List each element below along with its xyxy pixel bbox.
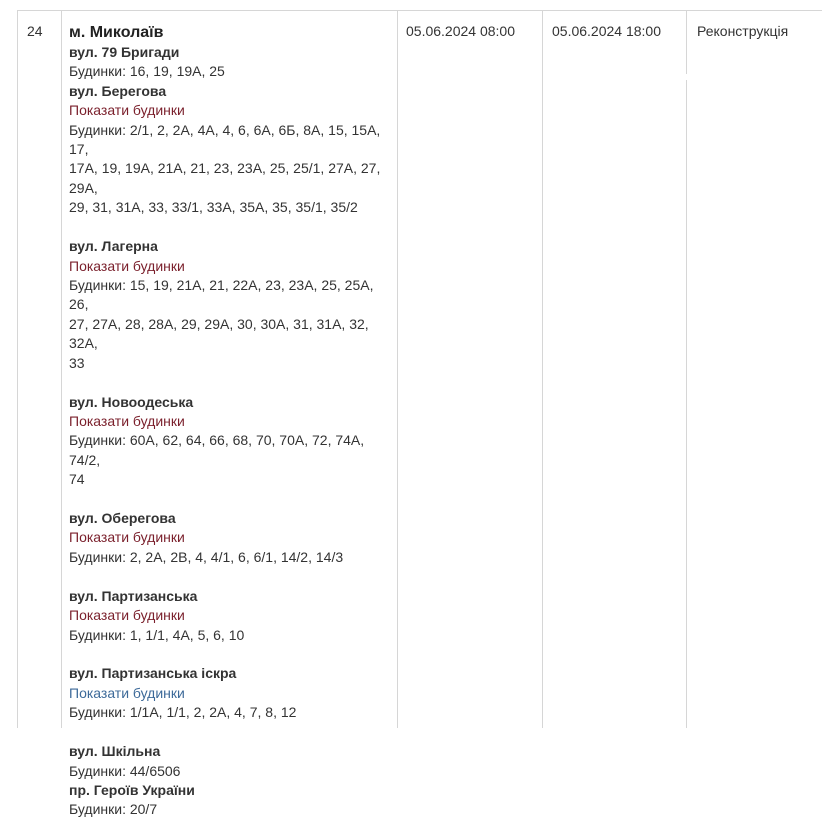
houses-list: Будинки: 20/7 bbox=[69, 801, 158, 818]
column-divider bbox=[542, 10, 543, 728]
spacer bbox=[69, 645, 391, 665]
show-houses-link[interactable]: Показати будинки bbox=[69, 607, 185, 624]
street-block bbox=[69, 781, 391, 820]
houses-line: 33 bbox=[69, 354, 85, 371]
street-block bbox=[69, 393, 391, 490]
houses-line: 27, 27А, 28, 28А, 29, 29А, 30, 30А, 31, 31А, 32, 32А, bbox=[69, 315, 369, 352]
houses-list: Будинки: 16, 19, 19А, 25 bbox=[69, 63, 225, 80]
street-block bbox=[69, 43, 391, 82]
table-top-border bbox=[17, 10, 822, 11]
street-name: вул. Берегова bbox=[69, 82, 167, 99]
street-block bbox=[69, 742, 391, 781]
column-divider bbox=[61, 10, 62, 728]
houses-line: Будинки: 15, 19, 21А, 21, 22А, 23, 23А, 25, 25А, 26, bbox=[69, 276, 374, 313]
houses-list: Будинки: 2, 2А, 2В, 4, 4/1, 6, 6/1, 14/2, 14/3 bbox=[69, 548, 344, 565]
address-cell bbox=[69, 22, 391, 820]
houses-line: Будинки: 60А, 62, 64, 66, 68, 70, 70А, 72, 74А, 74/2, bbox=[69, 432, 365, 468]
street-name: вул. Оберегова bbox=[69, 510, 176, 527]
city-name: м. Миколаїв bbox=[69, 24, 164, 41]
show-houses-link[interactable]: Показати будинки bbox=[69, 412, 185, 429]
show-houses-link[interactable]: Показати будинки bbox=[69, 529, 185, 546]
column-divider bbox=[686, 10, 687, 74]
street-name: вул. 79 Бригади bbox=[69, 44, 180, 60]
street-name: вул. Лагерна bbox=[69, 238, 158, 255]
street-block bbox=[69, 664, 391, 722]
spacer bbox=[69, 723, 391, 743]
street-name: вул. Новоодеська bbox=[69, 393, 194, 410]
column-divider bbox=[17, 10, 18, 728]
spacer bbox=[69, 490, 391, 510]
houses-list bbox=[69, 121, 391, 218]
street-name: пр. Героїв України bbox=[69, 782, 195, 798]
houses-list: Будинки: 44/6506 bbox=[69, 762, 181, 779]
houses-line: 17А, 19, 19А, 21А, 21, 23, 23А, 25, 25/1, 27А, 27, 29А, bbox=[69, 160, 381, 196]
row-number: 24 bbox=[27, 23, 43, 39]
show-houses-link[interactable]: Показати будинки bbox=[69, 257, 185, 274]
houses-line: Будинки: 2/1, 2, 2А, 4А, 4, 6, 6А, 6Б, 8А, 15, 15А, 17, bbox=[69, 121, 381, 158]
spacer bbox=[69, 567, 391, 587]
column-divider bbox=[686, 80, 687, 728]
column-divider bbox=[397, 10, 398, 728]
show-houses-link[interactable]: Показати будинки bbox=[69, 684, 185, 701]
show-houses-link[interactable]: Показати будинки bbox=[69, 102, 185, 119]
street-block bbox=[69, 237, 391, 373]
spacer bbox=[69, 218, 391, 238]
houses-list bbox=[69, 431, 391, 489]
street-block bbox=[69, 587, 391, 645]
street-name: вул. Шкільна bbox=[69, 743, 161, 760]
street-name: вул. Партизанська іскра bbox=[69, 665, 237, 682]
outage-end-time: 05.06.2024 18:00 bbox=[552, 23, 661, 39]
spacer bbox=[69, 373, 391, 393]
houses-list: Будинки: 1/1А, 1/1, 2, 2А, 4, 7, 8, 12 bbox=[69, 704, 297, 721]
outage-start-time: 05.06.2024 08:00 bbox=[406, 23, 515, 39]
houses-line: 74 bbox=[69, 471, 85, 488]
houses-line: 29, 31, 31А, 33, 33/1, 33А, 35А, 35, 35/1, 35/2 bbox=[69, 199, 358, 216]
street-block bbox=[69, 82, 391, 218]
outage-type: Реконструкція bbox=[697, 23, 789, 39]
houses-list bbox=[69, 276, 391, 373]
street-block bbox=[69, 509, 391, 567]
street-name: вул. Партизанська bbox=[69, 587, 198, 604]
houses-list: Будинки: 1, 1/1, 4А, 5, 6, 10 bbox=[69, 626, 245, 643]
